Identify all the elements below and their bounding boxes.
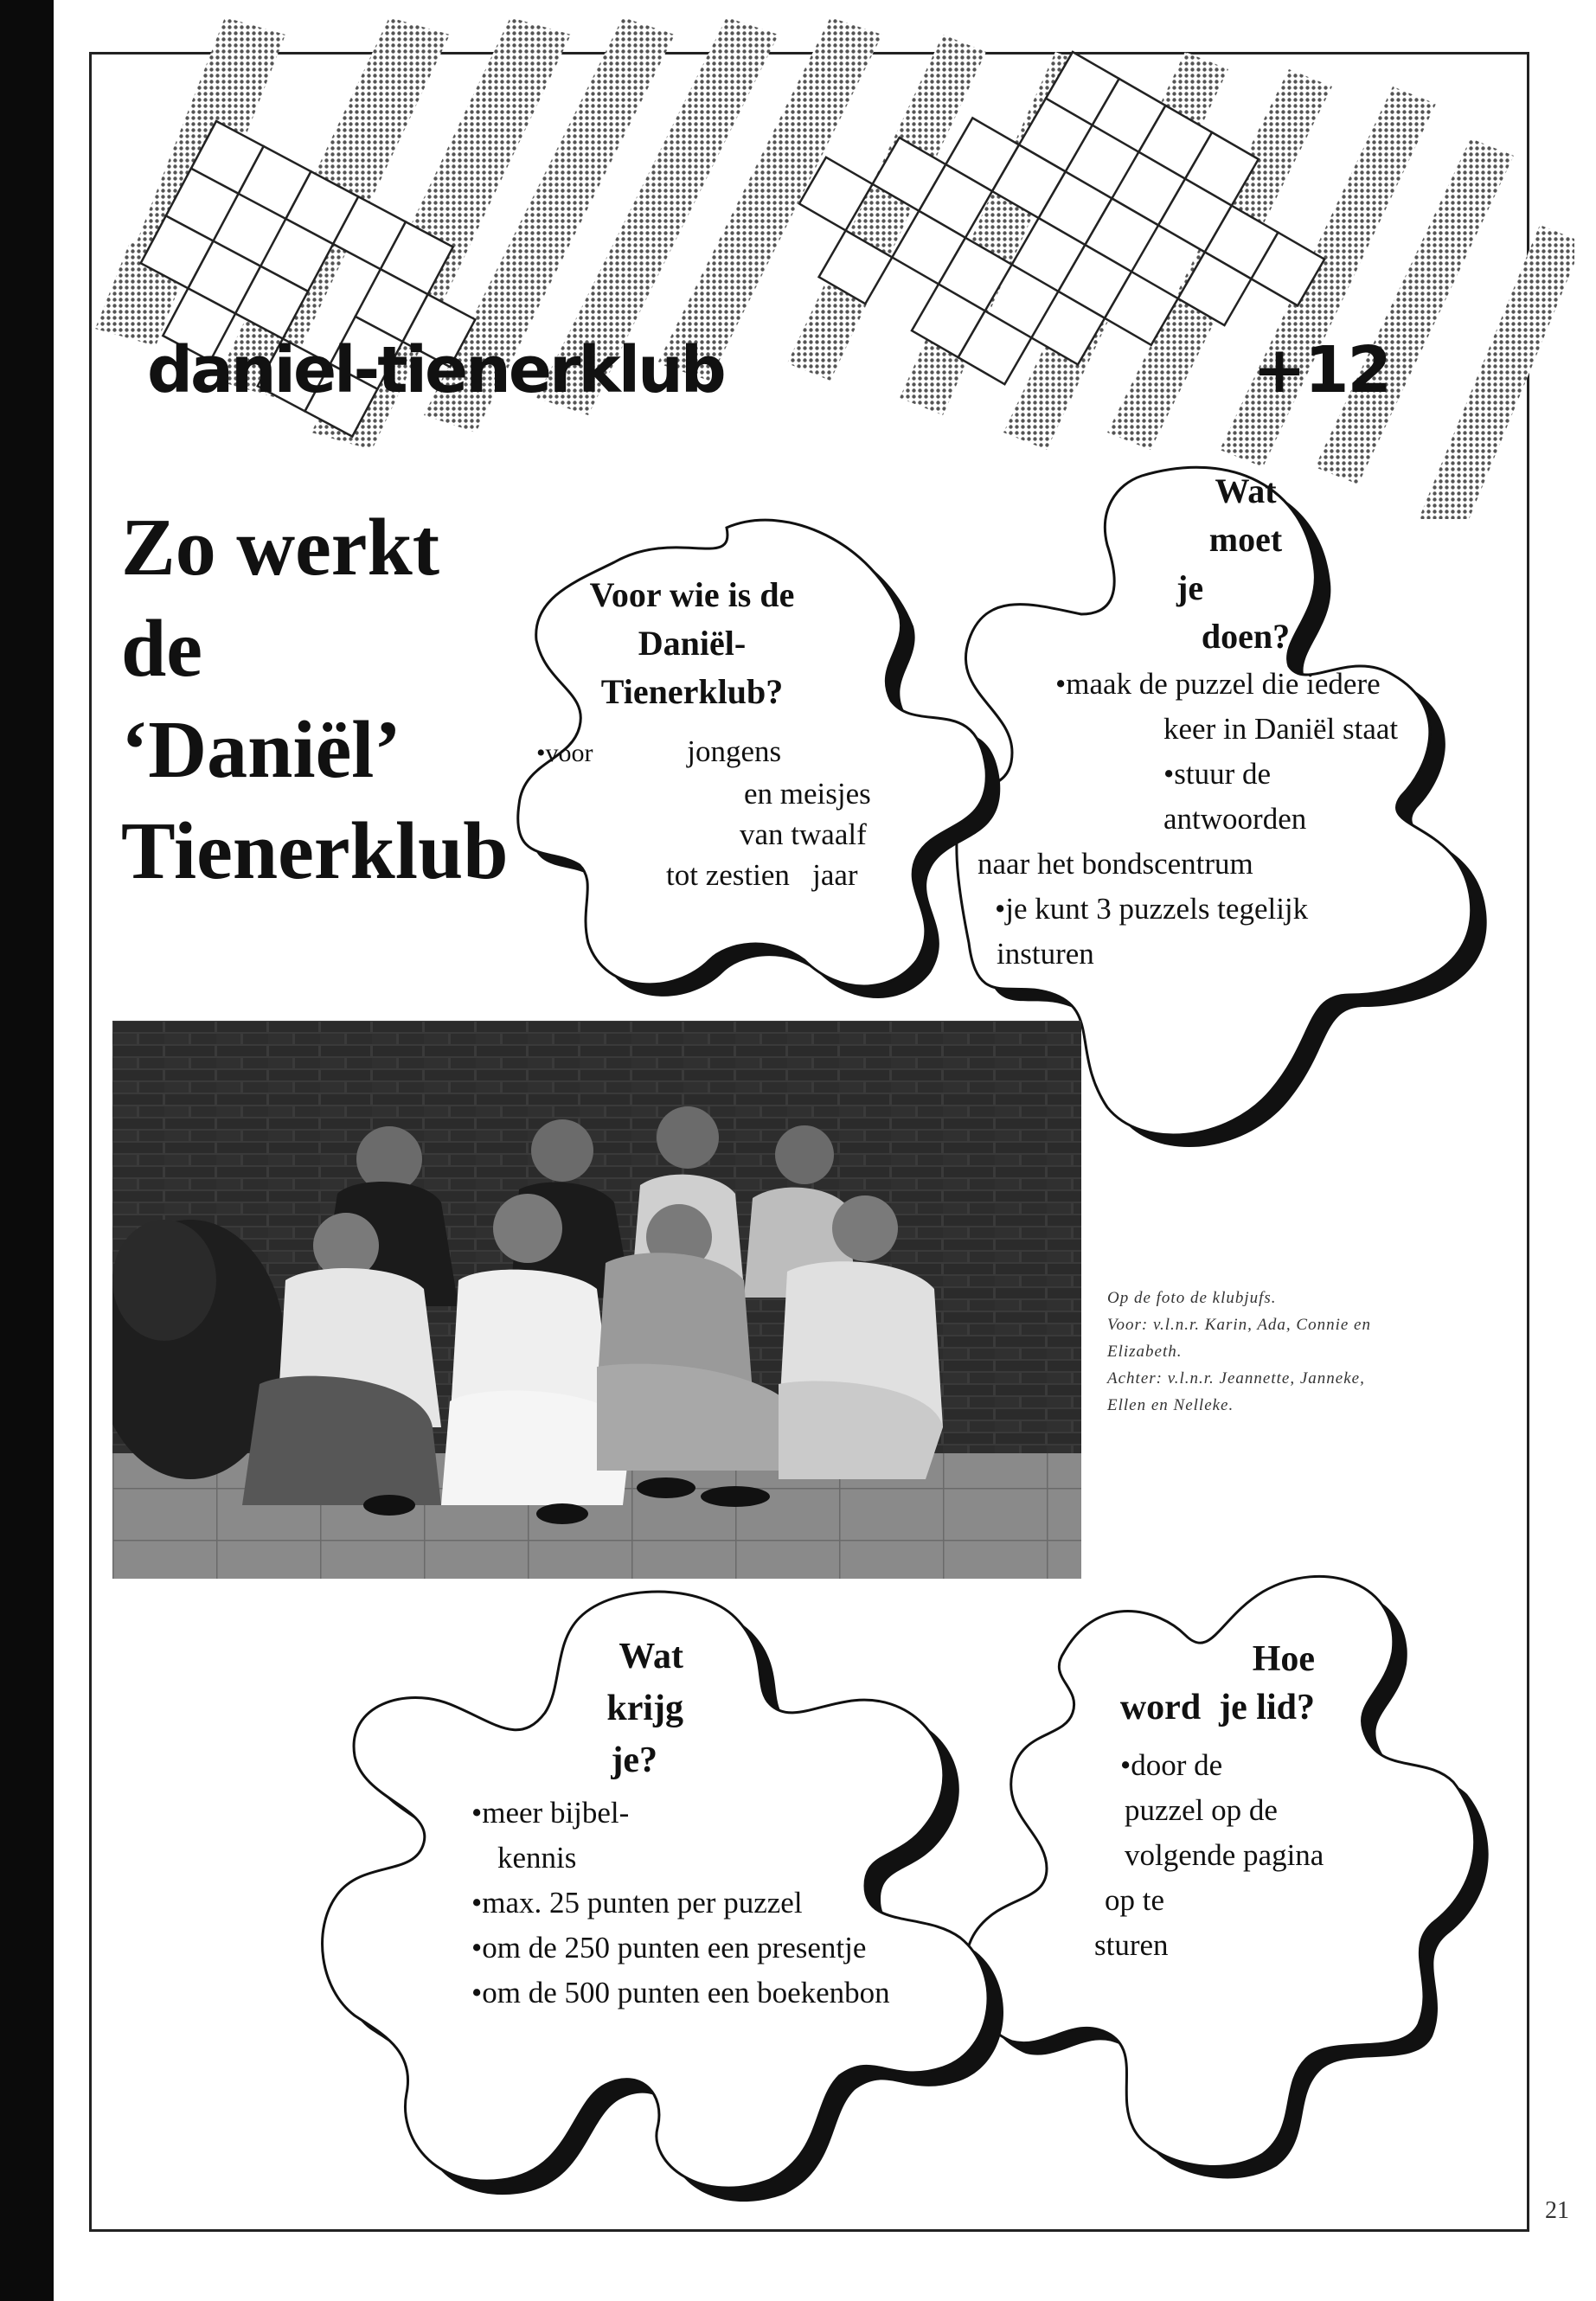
puzzle-title-line: Tienerklub?: [600, 672, 784, 711]
puzzle-line: jongens: [687, 734, 782, 768]
puzzle-line: [536, 731, 934, 773]
puzzle-body: [536, 731, 934, 895]
puzzle-line: sturen: [1094, 1928, 1169, 1962]
puzzle-title-line: moet: [1208, 520, 1283, 559]
caption-line: Elizabeth.: [1107, 1343, 1183, 1361]
puzzle-line: keer in Daniël staat: [1163, 712, 1399, 746]
puzzle-line: •voor: [536, 739, 593, 767]
puzzle-title-line: krijg: [606, 1689, 683, 1728]
puzzle-title: [1064, 1635, 1315, 1732]
puzzle-title-line: doen?: [1201, 617, 1291, 656]
puzzle-line: •om de 250 punten een presentje: [471, 1931, 867, 1965]
caption-line: Achter: v.l.n.r. Jeannette, Janneke,: [1107, 1369, 1365, 1388]
puzzle-line: volgende pagina: [1125, 1838, 1324, 1872]
photo-caption: [1107, 1285, 1514, 1419]
caption-line: Ellen en Nelleke.: [1107, 1396, 1234, 1414]
puzzle-line: puzzel op de: [1125, 1793, 1278, 1827]
page-title-line: ‘Daniël’: [121, 705, 401, 795]
puzzle-line: •door de: [1120, 1748, 1223, 1782]
puzzle-title-line: Wat: [619, 1637, 683, 1676]
puzzle-line: •max. 25 punten per puzzel: [471, 1886, 803, 1920]
caption-line: Voor: v.l.n.r. Karin, Ada, Connie en: [1107, 1316, 1371, 1334]
group-photo-illustration: [112, 1021, 1081, 1579]
puzzle-line: •je kunt 3 puzzels tegelijk: [995, 892, 1309, 926]
puzzle-title-line: Voor wie is de: [589, 575, 795, 614]
puzzle-line: •om de 500 punten een boekenbon: [471, 1976, 890, 2009]
puzzle-line: •maak de puzzel die iedere: [1055, 667, 1381, 701]
puzzle-title: [554, 1631, 683, 1786]
page-title-line: Tienerklub: [121, 806, 509, 896]
puzzle-title: [545, 571, 839, 716]
puzzle-piece-what-you-get: [303, 1583, 1047, 2214]
caption-line: Op de foto de klubjufs.: [1107, 1289, 1277, 1307]
puzzle-title-line: Daniël-: [638, 624, 747, 663]
puzzle-title-line: word je lid?: [1119, 1688, 1315, 1727]
puzzle-line: •meer bijbel-: [471, 1796, 630, 1830]
puzzle-line: en meisjes: [744, 777, 871, 811]
group-photo: [112, 1021, 1081, 1579]
puzzle-title-line: Hoe: [1252, 1639, 1315, 1679]
puzzle-body: [977, 662, 1462, 977]
puzzle-title-line: je?: [611, 1740, 657, 1780]
page-title: [121, 497, 509, 902]
puzzle-line: insturen: [997, 937, 1094, 971]
puzzle-body: [1086, 1743, 1397, 1968]
puzzle-line: op te: [1105, 1883, 1165, 1917]
puzzle-line: naar het bondscentrum: [977, 847, 1253, 881]
section-label: daniel-tienerklub: [147, 333, 724, 407]
crossword-banner-illustration: [69, 0, 1574, 519]
puzzle-line: kennis: [497, 1841, 577, 1875]
puzzle-title-line: je: [1176, 568, 1204, 607]
puzzle-line: •stuur de: [1163, 757, 1272, 791]
puzzle-piece-who: [510, 510, 995, 1012]
binding-edge: [0, 0, 54, 2301]
puzzle-body: [471, 1791, 1008, 2016]
page-title-line: Zo werkt: [121, 503, 440, 593]
puzzle-title: [1168, 467, 1324, 661]
puzzle-title-line: Wat: [1215, 471, 1277, 510]
puzzle-line: van twaalf: [740, 817, 867, 851]
puzzle-line: tot zestien jaar: [666, 858, 858, 892]
page-number: 21: [1545, 2197, 1569, 2224]
age-label: +12: [1253, 333, 1390, 407]
puzzle-line: antwoorden: [1163, 802, 1307, 836]
page-title-line: de: [121, 604, 202, 694]
